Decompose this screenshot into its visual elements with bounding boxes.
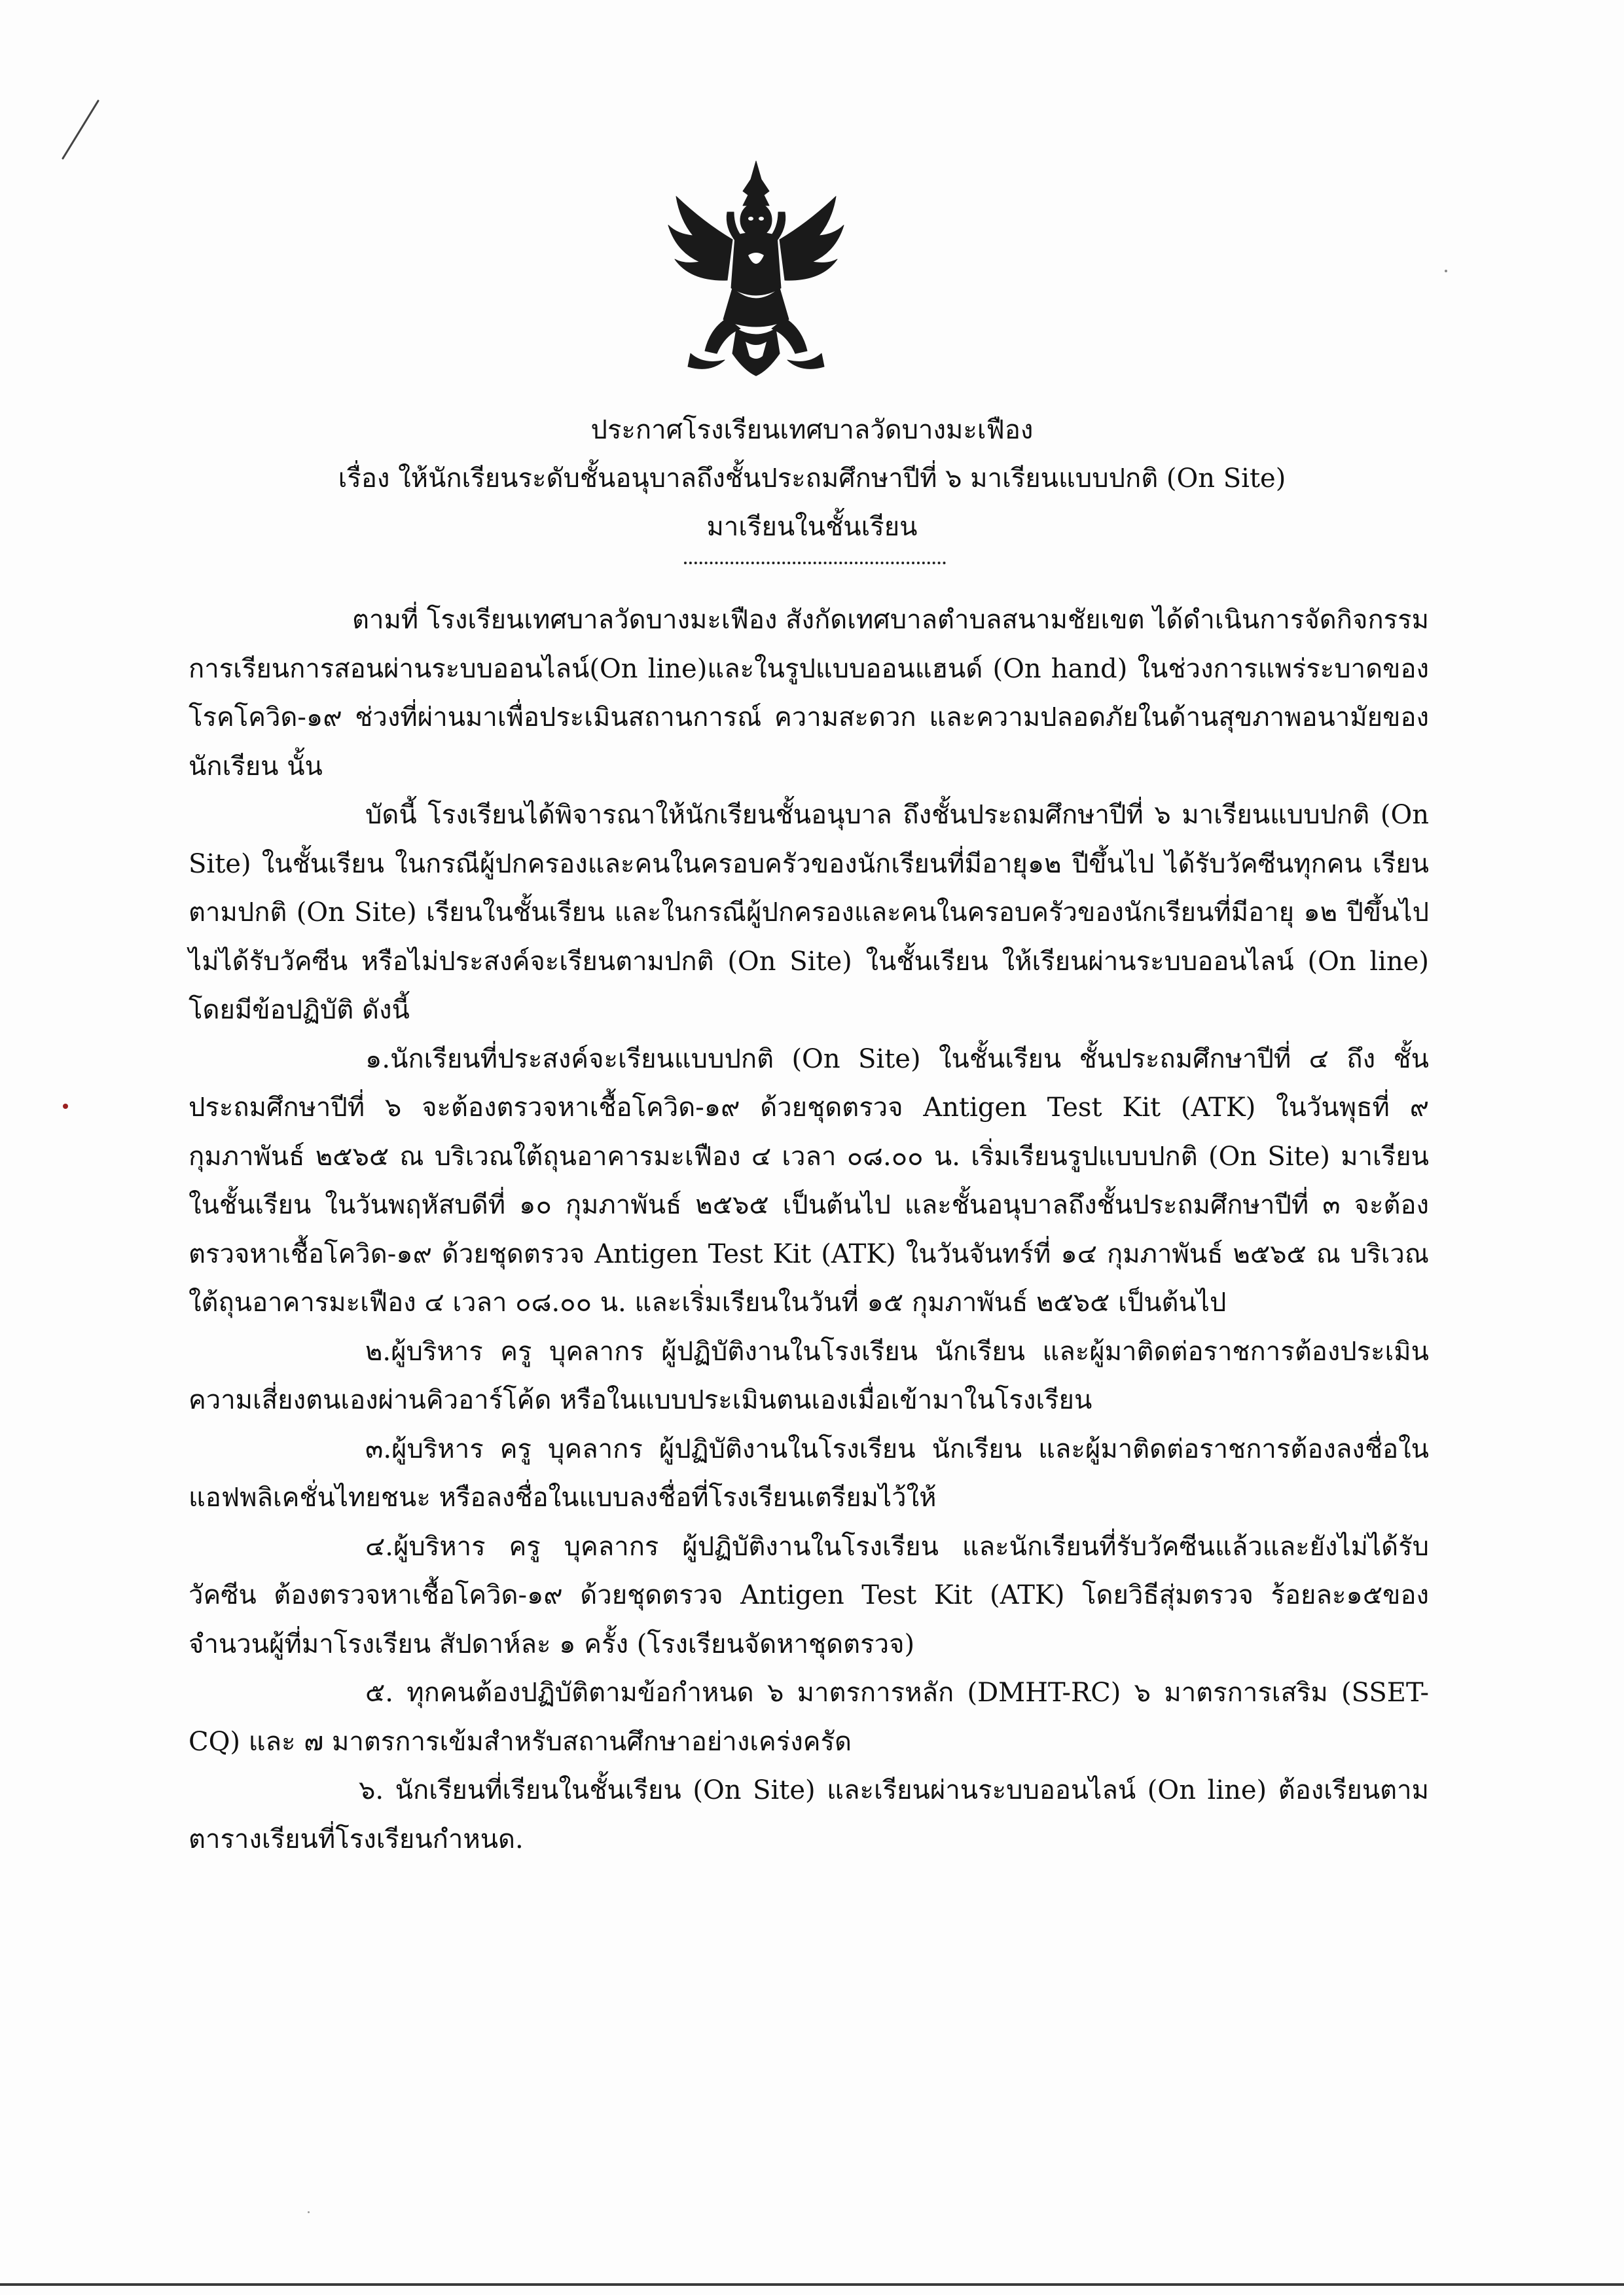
announcement-body [189, 596, 1429, 1864]
announcement-subject-continued: มาเรียนในชั้นเรียน [706, 512, 918, 542]
rule-item-5: ๕. ทุกคนต้องปฏิบัติตามข้อกำหนด ๖ มาตรการหลัก (DMHT-RC) ๖ มาตรการเสริม (SSET-CQ) และ ๗ มาตรการเข้มสำหรับสถานศึกษาอย่างเคร่งครัด [189, 1678, 1429, 1757]
rule-item-4: ๔.ผู้บริหาร ครู บุคลากร ผู้ปฏิบัติงานในโรงเรียน และนักเรียนที่รับวัคซีนแล้วและยังไม่ได้รับวัคซีน ต้องตรวจหาเชื้อโควิด-๑๙ ด้วยชุดตรวจ Antigen Test Kit (ATK) โดยวิธีสุ่มตรวจ ร้อยละ๑๕ของจำนวนผู้ที่มาโรงเรียน สัปดาห์ละ ๑ ครั้ง (โรงเรียนจัดหาชุดตรวจ) [189, 1531, 1429, 1659]
paragraph-decision: บัดนี้ โรงเรียนได้พิจารณาให้นักเรียนชั้นอนุบาล ถึงชั้นประถมศึกษาปีที่ ๖ มาเรียนแบบปกติ (On Site) ในชั้นเรียน ในกรณีผู้ปกครองและคนในครอบครัวของนักเรียนที่มีอายุ๑๒ ปีขึ้นไป ได้รับวัคซีนทุกคน เรียนตามปกติ (On Site) เรียนในชั้นเรียน และในกรณีผู้ปกครองและคนในครอบครัวของนักเรียนที่มีอายุ ๑๒ ปีขึ้นไป ไม่ได้รับวัคซีน หรือไม่ประสงค์จะเรียนตามปกติ (On Site) ในชั้นเรียน ให้เรียนผ่านระบบออนไลน์ (On line) โดยมีข้อปฏิบัติ ดังนี้ [189, 800, 1429, 1025]
title-separator [684, 562, 946, 564]
scan-speck [1445, 270, 1447, 272]
paragraph-background: ตามที่ โรงเรียนเทศบาลวัดบางมะเฟือง สังกัดเทศบาลตำบลสนามชัยเขต ได้ดำเนินการจัดกิจกรรมการเรียนการสอนผ่านระบบออนไลน์(On line)และในรูปแบบออนแฮนด์ (On hand) ในช่วงการแพร่ระบาดของโรคโควิด-๑๙ ช่วงที่ผ่านมาเพื่อประเมินสถานการณ์ ความสะดวก และความปลอดภัยในด้านสุขภาพอนามัยของนักเรียน นั้น [189, 605, 1429, 782]
garuda-emblem-icon [664, 157, 848, 380]
rule-item-6: ๖. นักเรียนที่เรียนในชั้นเรียน (On Site) และเรียนผ่านระบบออนไลน์ (On line) ต้องเรียนตามตารางเรียนที่โรงเรียนกำหนด. [189, 1775, 1429, 1854]
scan-edge-line [0, 2283, 1624, 2286]
scan-speck [63, 1104, 68, 1109]
announcement-title: ประกาศโรงเรียนเทศบาลวัดบางมะเฟือง [590, 415, 1034, 445]
announcement-subject: เรื่อง ให้นักเรียนระดับชั้นอนุบาลถึงชั้นประถมศึกษาปีที่ ๖ มาเรียนแบบปกติ (On Site) [338, 463, 1286, 494]
announcement-header [0, 406, 1624, 551]
rule-item-1: ๑.นักเรียนที่ประสงค์จะเรียนแบบปกติ (On Site) ในชั้นเรียน ชั้นประถมศึกษาปีที่ ๔ ถึง ชั้นประถมศึกษาปีที่ ๖ จะต้องตรวจหาเชื้อโควิด-๑๙ ด้วยชุดตรวจ Antigen Test Kit (ATK) ในวันพุธที่ ๙ กุมภาพันธ์ ๒๕๖๕ ณ บริเวณใต้ถุนอาคารมะเฟือง ๔ เวลา ๐๘.๐๐ น. เริ่มเรียนรูปแบบปกติ (On Site) มาเรียนในชั้นเรียน ในวันพฤหัสบดีที่ ๑๐ กุมภาพันธ์ ๒๕๖๕ เป็นต้นไป และชั้นอนุบาลถึงชั้นประถมศึกษาปีที่ ๓ จะต้องตรวจหาเชื้อโควิด-๑๙ ด้วยชุดตรวจ Antigen Test Kit (ATK) ในวันจันทร์ที่ ๑๔ กุมภาพันธ์ ๒๕๖๕ ณ บริเวณใต้ถุนอาคารมะเฟือง ๔ เวลา ๐๘.๐๐ น. และเริ่มเรียนในวันที่ ๑๕ กุมภาพันธ์ ๒๕๖๕ เป็นต้นไป [189, 1043, 1429, 1318]
rule-item-2: ๒.ผู้บริหาร ครู บุคลากร ผู้ปฏิบัติงานในโรงเรียน นักเรียน และผู้มาติดต่อราชการต้องประเมินความเสี่ยงตนเองผ่านคิวอาร์โค้ด หรือในแบบประเมินตนเองเมื่อเข้ามาในโรงเรียน [189, 1336, 1429, 1415]
pen-stroke-mark [58, 98, 103, 164]
scan-speck [308, 2211, 310, 2213]
rule-item-3: ๓.ผู้บริหาร ครู บุคลากร ผู้ปฏิบัติงานในโรงเรียน นักเรียน และผู้มาติดต่อราชการต้องลงชื่อในแอฟพลิเคชั่นไทยชนะ หรือลงชื่อในแบบลงชื่อที่โรงเรียนเตรียมไว้ให้ [189, 1434, 1429, 1513]
